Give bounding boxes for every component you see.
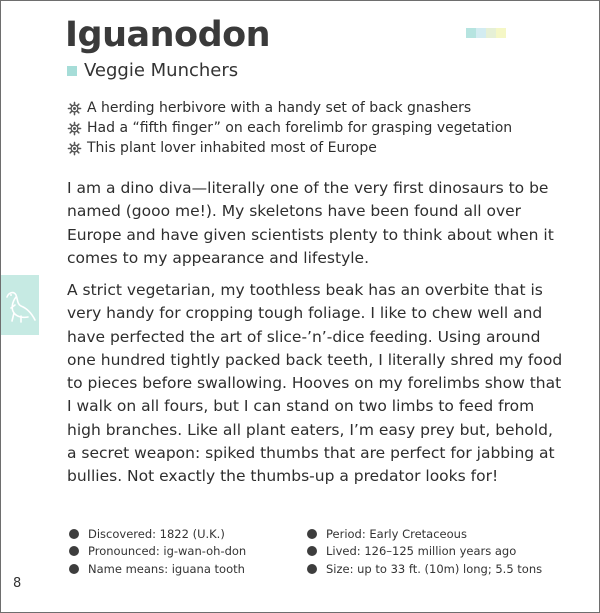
stat-item: [307, 543, 542, 561]
stat-text: Name means: iguana tooth: [88, 561, 245, 576]
color-swatches: [466, 28, 506, 38]
stat-item: [69, 525, 246, 543]
fact-text: A herding herbivore with a handy set of back gnashers: [87, 100, 472, 116]
gear-icon: [67, 121, 82, 136]
stat-item: [307, 560, 542, 578]
fact-item: [67, 118, 512, 138]
stat-text: Discovered: 1822 (U.K.): [88, 526, 225, 541]
fact-text: Had a “fifth finger” on each forelimb for grasping vegetation: [87, 120, 513, 136]
bullet-icon: [307, 529, 317, 539]
subtitle-row: [67, 60, 238, 81]
color-swatch: [496, 28, 506, 38]
bullet-icon: [307, 564, 317, 574]
fact-text: This plant lover inhabited most of Europe: [87, 140, 377, 156]
stats-list-left: [69, 525, 246, 578]
bullet-icon: [69, 529, 79, 539]
page-subtitle: Veggie Munchers: [84, 60, 239, 81]
color-swatch: [476, 28, 486, 38]
side-tab: [1, 275, 39, 335]
bullet-icon: [69, 546, 79, 556]
stats-list-right: [307, 525, 542, 578]
bullet-icon: [69, 564, 79, 574]
body-paragraph: A strict vegetarian, my toothless beak has an overbite that is very handy for cropping tough foliage. I like to chew well and have perfected the art of slice-’n’-dice feeding. Using around one hundred tightly packed back teeth, I literally shred my food to pieces before swallowing. Hooves on my forelimbs show that I walk on all fours, but I can stand on two limbs to feed from high branches. Like all plant eaters, I’m easy prey but, behold, a secret weapon: spiked thumbs that are perfect for jabbing at bullies. Not exactly the thumbs-up a predator looks for!: [67, 281, 563, 486]
bullet-icon: [307, 546, 317, 556]
gear-icon: [67, 141, 82, 156]
stat-item: [69, 560, 246, 578]
color-swatch: [466, 28, 476, 38]
fact-list: [67, 98, 512, 158]
fact-item: [67, 138, 512, 158]
stat-text: Period: Early Cretaceous: [326, 526, 467, 541]
page-number: 8: [13, 576, 22, 591]
intro-paragraph: I am a dino diva—literally one of the very first dinosaurs to be named (gooo me!). My skeletons have been found all over Europe and have given scientists plenty to think about when it comes to my appearance and lifestyle.: [67, 179, 554, 267]
stat-text: Lived: 126–125 million years ago: [326, 544, 517, 559]
dinosaur-icon: [1, 275, 39, 335]
gear-icon: [67, 101, 82, 116]
page-title: Iguanodon: [65, 15, 271, 55]
stat-item: [307, 525, 542, 543]
stat-text: Size: up to 33 ft. (10m) long; 5.5 tons: [326, 561, 543, 576]
square-icon: [67, 66, 77, 76]
stat-text: Pronounced: ig-wan-oh-don: [88, 544, 247, 559]
stat-item: [69, 543, 246, 561]
color-swatch: [486, 28, 496, 38]
fact-item: [67, 98, 512, 118]
